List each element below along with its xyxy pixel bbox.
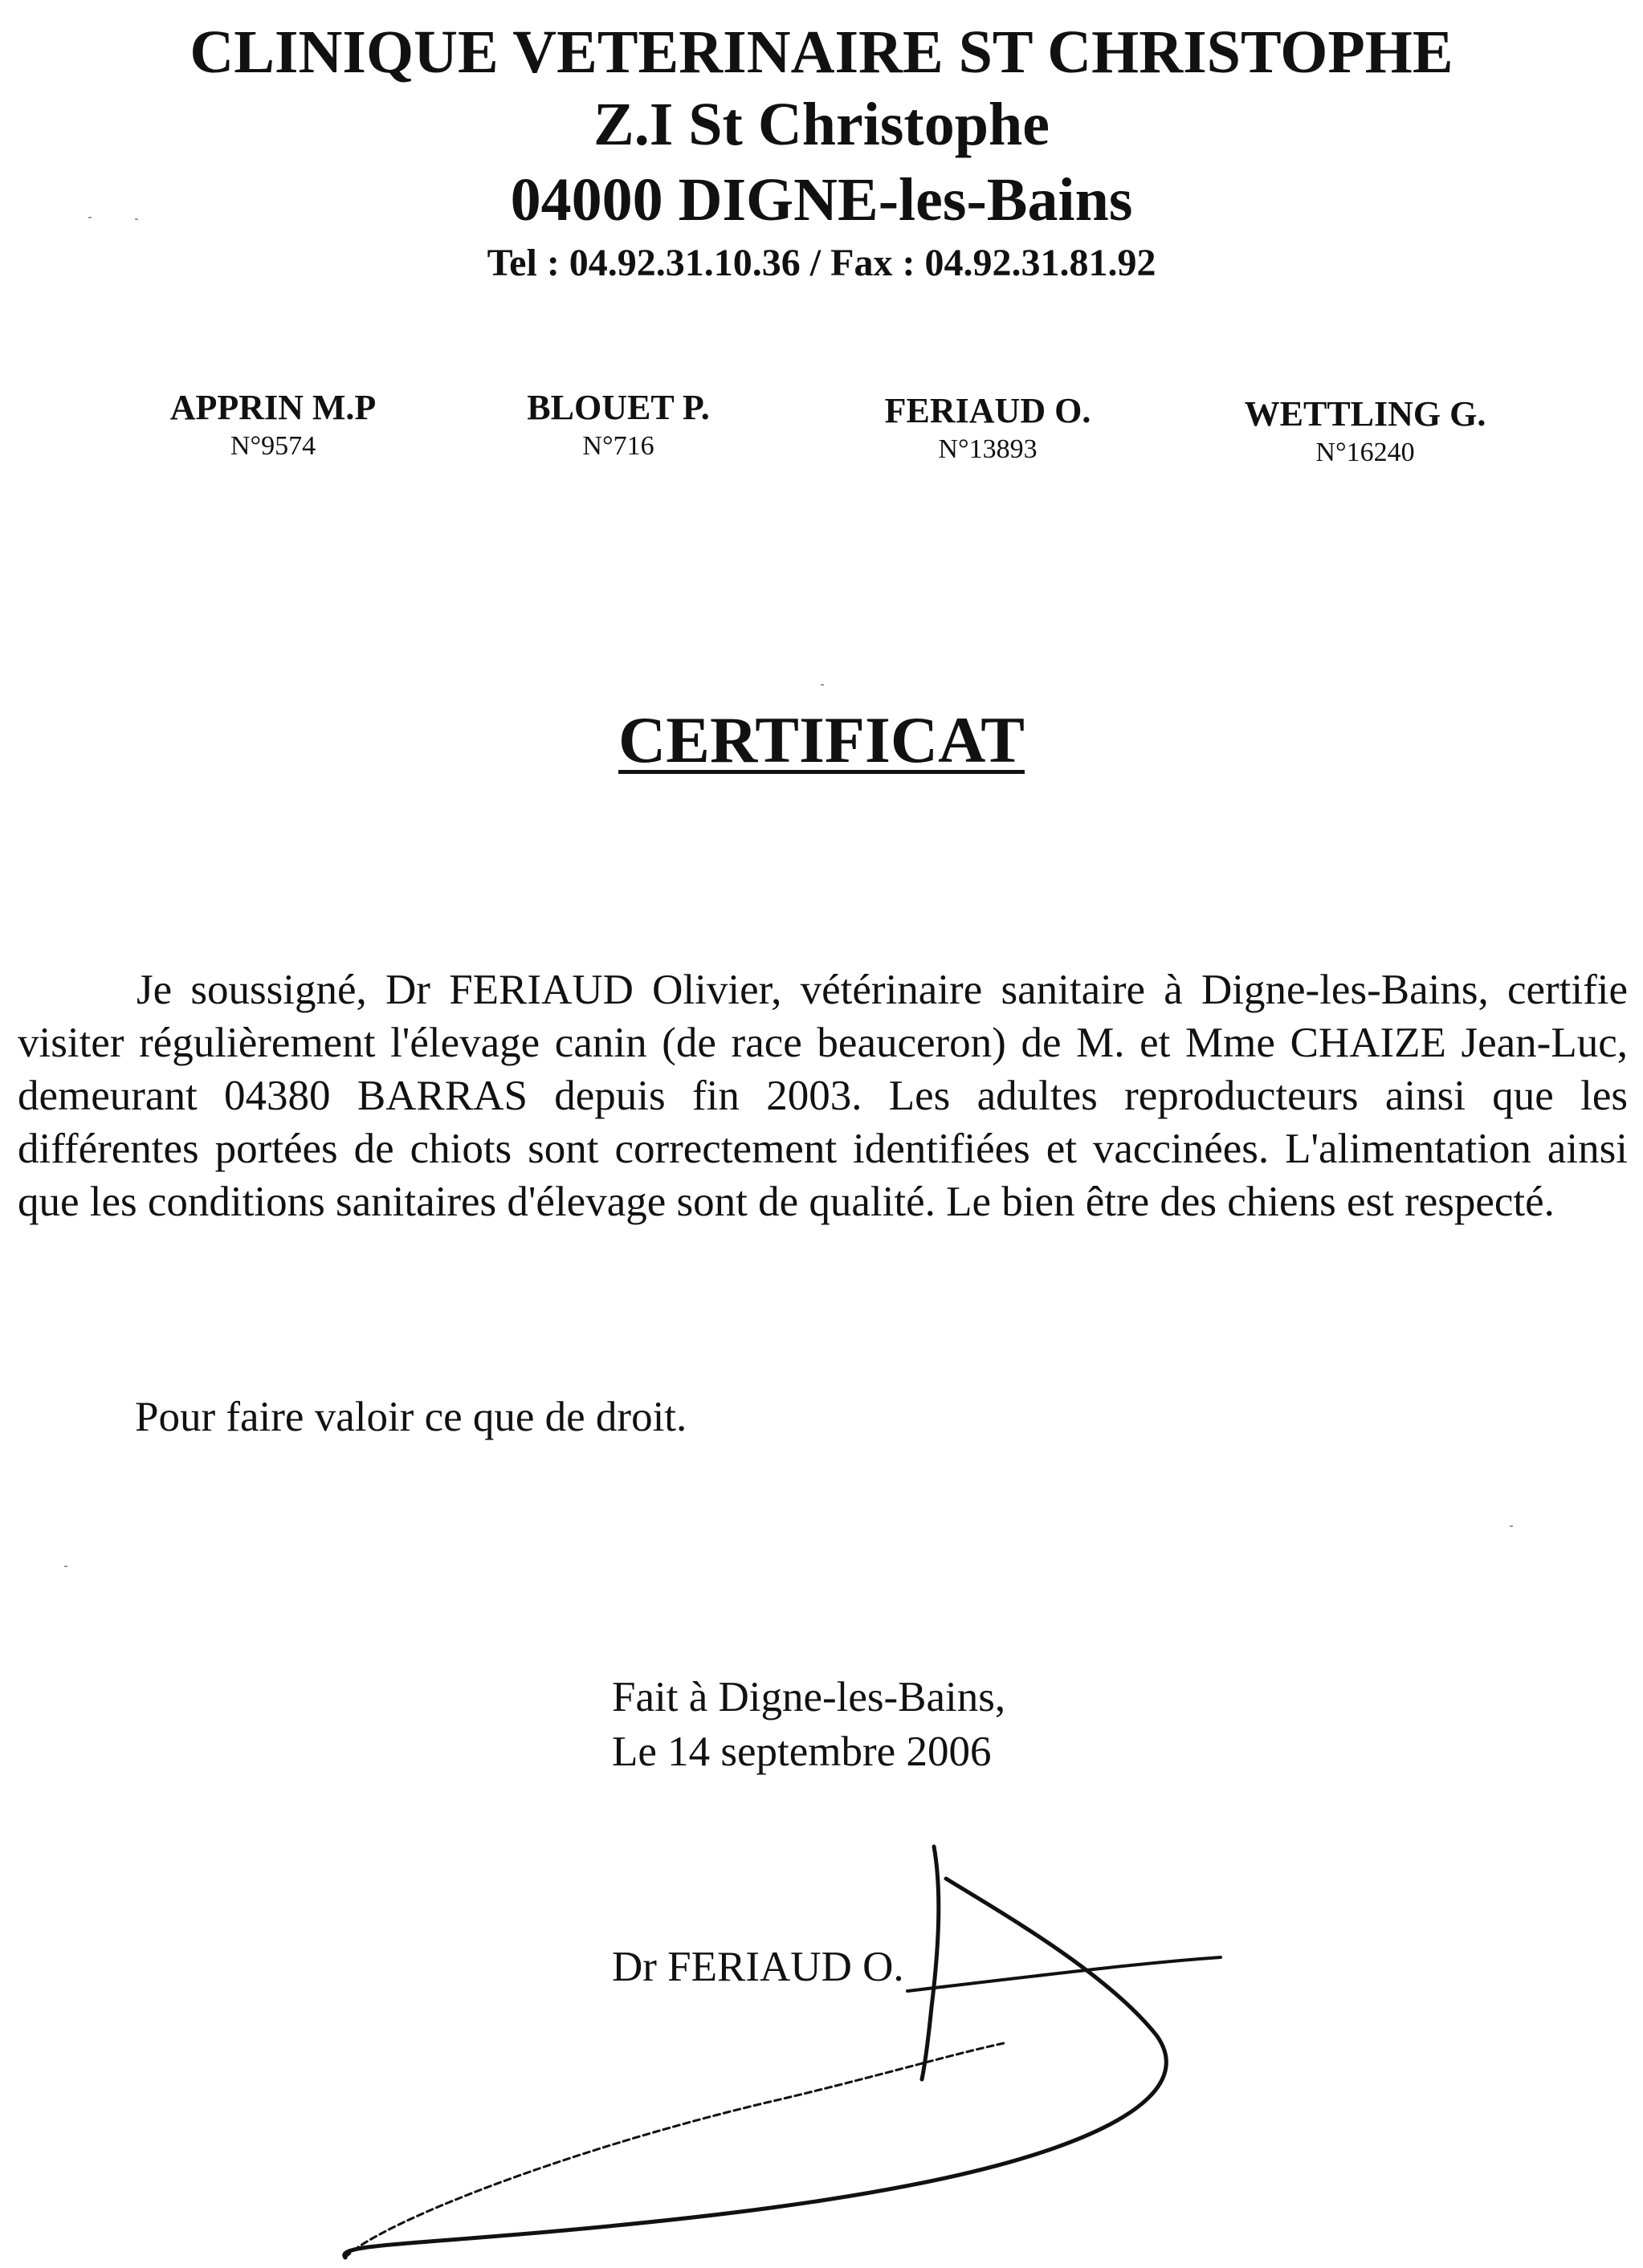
place-and-date: [612, 1670, 1005, 1779]
vet-apprin: [153, 387, 393, 462]
signing-place: Fait à Digne-les-Bains,: [612, 1674, 1006, 1720]
certificate-body: Je soussigné, Dr FERIAUD Olivier, vétérinaire sanitaire à Digne-les-Bains, certifie visiter régulièrement l'élevage canin (de race beauceron) de M. et Mme CHAIZE Jean-Luc, demeurant 04380 BARRAS depuis fin 2003. Les adultes reproducteurs ainsi que les différentes portées de chiots sont correctement identifiées et vaccinées. L'alimentation ainsi que les conditions sanitaires d'élevage sont de qualité. Le bien être des chiens est respecté.: [18, 967, 1628, 1225]
veterinarians-row: [0, 387, 1643, 475]
signature-stroke-return: [345, 2043, 1004, 2258]
vet-number: N°16240: [1315, 438, 1415, 467]
certificate-closing: Pour faire valoir ce que de droit.: [135, 1394, 687, 1440]
signature-stroke-vertical: [922, 1847, 939, 2079]
vet-name: APPRIN M.P: [169, 388, 377, 427]
clinic-address: Z.I St Christophe: [593, 91, 1050, 158]
scan-speck: [64, 1566, 67, 1567]
signature-stroke-loop: [344, 1879, 1167, 2258]
clinic-city: 04000 DIGNE-les-Bains: [510, 166, 1133, 234]
certificate-title: [0, 702, 1643, 778]
vet-name: FERIAUD O.: [884, 391, 1091, 430]
vet-number: N°13893: [938, 434, 1038, 464]
signer-name: Dr FERIAUD O.: [612, 1944, 904, 1990]
vet-number: N°9574: [230, 431, 316, 461]
vet-name: BLOUET P.: [527, 388, 710, 427]
vet-feriaud: [859, 390, 1116, 465]
vet-wettling: [1221, 393, 1510, 468]
scan-speck: [1510, 1525, 1513, 1527]
clinic-name: CLINIQUE VETERINAIRE ST CHRISTOPHE: [190, 18, 1453, 86]
signature-stroke-cross: [907, 1957, 1221, 1991]
scan-speck: [821, 684, 824, 686]
vet-blouet: [506, 387, 731, 462]
signing-date: Le 14 septembre 2006: [612, 1728, 992, 1775]
clinic-phone-fax: Tel : 04.92.31.10.36 / Fax : 04.92.31.81.92: [487, 242, 1156, 284]
certificate-title-text: CERTIFICAT: [618, 703, 1025, 776]
scan-speck: [88, 217, 92, 218]
vet-name: WETTLING G.: [1244, 394, 1486, 434]
vet-number: N°716: [582, 431, 654, 461]
scan-speck: [135, 218, 138, 220]
